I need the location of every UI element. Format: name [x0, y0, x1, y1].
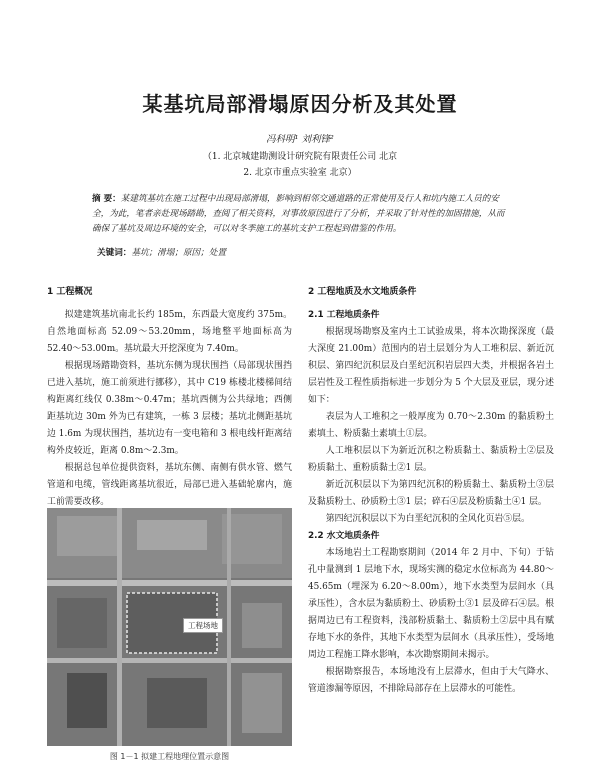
abstract-text: 某建筑基坑在施工过程中出现局部滑塌，影响到相邻交通道路的正常使用及行人和坑内施工人员的安全，为此，笔者亲赴现场踏勘，查阅了相关资料，对事故原因进行了分析，并采取了针对性的加固措施，从而确保了基坑及周边环境的安全，可以对冬季施工的基坑支护工程起到借鉴的作用。 [92, 194, 505, 234]
site-location-aerial-map [47, 508, 292, 746]
paragraph: 本场地岩土工程勘察期间（2014 年 2 月中、下旬）于钻孔中量测到 1 层地下水，现场实测的稳定水位标高为 44.80～45.65m（埋深为 6.20～8.00m），地下水类型为层间水（具承压性），含水层为黏质粉土、砂质粉土③1 层及碎石④层。根据周边已有工程资料，浅部粉质黏土、黏质粉土②层中具有赋存地下水的条件，其地下水类型为层间水（具承压性），受场地周边工程施工降水影响，本次勘察期间未揭示。 [308, 548, 554, 660]
paragraph: 人工堆积层以下为新近沉积之粉质黏土、黏质粉土②层及粉质黏土、重粉质黏土②1 层。 [308, 446, 554, 473]
keywords-label: 关键词： [97, 248, 132, 258]
abstract-label: 摘 要： [92, 194, 121, 204]
figure-caption: 图 1－1 拟建工程地理位置示意图 [109, 752, 230, 761]
paragraph: 根据总包单位提供资料，基坑东侧、南侧有供水管、燃气管道和电缆，管线距离基坑很近，局部已进入基础轮廓内，施工前需要改移。 [47, 463, 292, 507]
paragraph: 根据勘察报告，本场地没有上层滞水，但由于大气降水、管道渗漏等原因，不排除局部存在上层滞水的可能性。 [308, 667, 554, 694]
paragraph: 表层为人工堆积之一般厚度为 0.70～2.30m 的黏质粉土素填土、粉质黏土素填土①层。 [308, 412, 554, 439]
keywords-text: 基坑；滑塌；原因；处置 [131, 248, 226, 258]
paragraph: 根据现场踏勘资料，基坑东侧为现状围挡（局部现状围挡已进入基坑，施工前须进行挪移），其中 C19 栋楼北楼梯间结构距离红线仅 0.38m～0.47m；基坑西侧为公共绿地；西侧距基坑边 30m 外为已有建筑，一栋 3 层楼；基坑北侧距基坑边 1.6m 为现状围挡，基坑边有一变电箱和 3 根电线杆距离结构外皮较近，距离 0.8m～2.3m。 [47, 361, 292, 456]
paragraph: 根据现场勘察及室内土工试验成果，将本次勘探深度（最大深度 21.00m）范围内的岩土层划分为人工堆积层、新近沉积层、第四纪沉积层及白垩纪沉积岩层四大类，并根据各岩土层岩性及工程性质指标进一步划分为 5 个大层及亚层，现分述如下： [308, 327, 554, 405]
paragraph: 第四纪沉积层以下为白垩纪沉积的全风化页岩⑤层。 [325, 514, 530, 524]
right-column [308, 284, 554, 698]
section-2-heading: 2 工程地质及水文地质条件 [308, 287, 417, 297]
paragraph: 新近沉积层以下为第四纪沉积的粉质黏土、黏质粉土③层及黏质粉土、砂质粉土③1 层；碎石④层及粉质黏土④1 层。 [308, 480, 554, 507]
affiliation-2: 2. 北京市重点实验室 北京） [243, 168, 357, 178]
left-column [47, 284, 292, 545]
paper-title: 某基坑局部滑塌原因分析及其处置 [142, 92, 458, 116]
affiliation-1: （1. 北京城建勘测设计研究院有限责任公司 北京 [202, 152, 398, 162]
keywords [97, 246, 226, 258]
section-1-heading: 1 工程概况 [47, 287, 93, 297]
subsection-2-1-heading: 2.1 工程地质条件 [308, 310, 380, 320]
subsection-2-2-heading: 2.2 水文地质条件 [308, 531, 380, 541]
authors: 冯科明¹ 刘利锋² [266, 134, 334, 145]
paragraph: 拟建建筑基坑南北长约 185m，东西最大宽度约 375m。自然地面标高 52.09～53.20mm，场地整平地面标高为 52.40～53.00m。基坑最大开挖深度为 7.40m。 [47, 310, 292, 354]
abstract [92, 192, 510, 237]
site-label: 工程场地 [183, 618, 223, 633]
aerial-photo [47, 508, 292, 746]
